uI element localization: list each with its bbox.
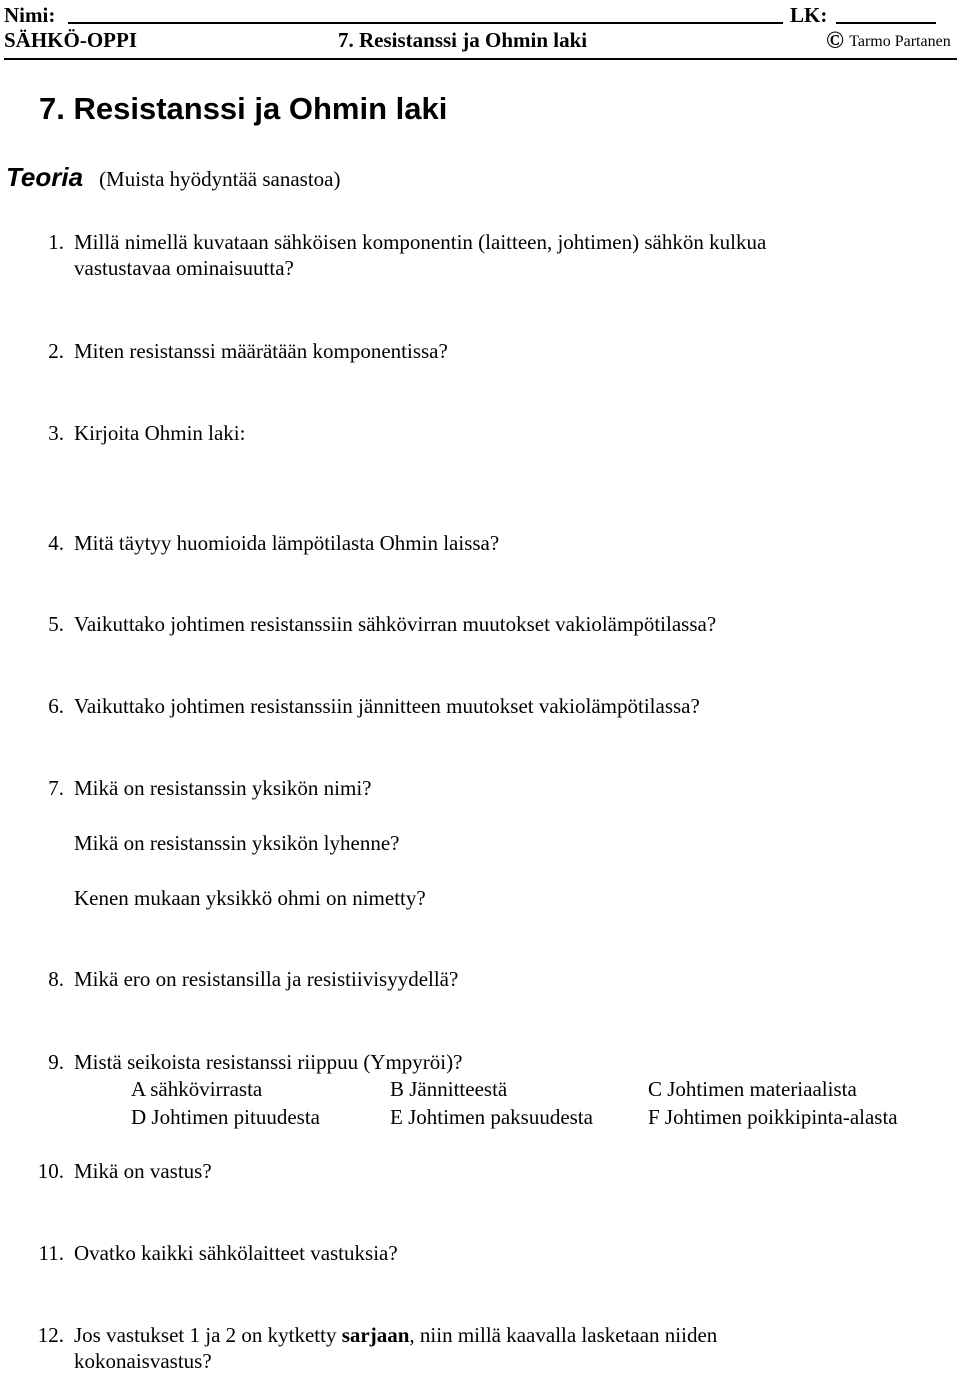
option-c[interactable]: C Johtimen materiaalista [648,1077,857,1101]
name-label: Nimi: [4,3,56,27]
q12-text-after: , niin millä kaavalla lasketaan niiden [409,1323,718,1347]
copyright-symbol: © [826,28,844,54]
question-number: 9. [48,1050,64,1074]
question-10 [37,1158,212,1184]
question-7c [74,885,426,911]
option-f[interactable]: F Johtimen poikkipinta-alasta [648,1105,898,1129]
question-text: Mitä täytyy huomioida lämpötilasta Ohmin laissa? [74,531,500,555]
question-number: 12. [37,1323,64,1347]
question-text: Millä nimellä kuvataan sähköisen komponentin (laitteen, johtimen) sähkön kulkua [74,230,767,254]
question-number: 7. [48,776,64,800]
copyright [826,27,951,54]
author-name: Tarmo Partanen [849,33,951,50]
question-number: 4. [48,531,64,555]
option-e[interactable]: E Johtimen paksuudesta [390,1105,593,1129]
option-b[interactable]: B Jännitteestä [390,1077,508,1101]
question-text: Mikä ero on resistansilla ja resistiivisyydellä? [74,967,459,991]
question-text: Ovatko kaikki sähkölaitteet vastuksia? [74,1241,398,1265]
question-number: 6. [48,694,64,718]
option-d[interactable]: D Johtimen pituudesta [131,1105,320,1129]
question-3 [48,420,246,446]
subject-label: SÄHKÖ-OPPI [4,28,138,52]
question-text: vastustavaa ominaisuutta? [74,256,294,280]
section-heading [6,162,341,192]
page-title: 7. Resistanssi ja Ohmin laki [39,91,448,126]
q12-text-before: Jos vastukset 1 ja 2 on kytketty [74,1323,342,1347]
question-text [74,1322,717,1348]
question-text: Mikä on resistanssin yksikön nimi? [74,776,372,800]
question-number: 11. [38,1241,64,1265]
question-9 [48,1049,463,1075]
class-line[interactable] [836,4,936,24]
question-text: Mikä on resistanssin yksikön lyhenne? [74,831,400,855]
question-text: Kirjoita Ohmin laki: [74,421,246,445]
question-11 [38,1240,398,1266]
question-number: 10. [37,1159,64,1183]
question-text: Miten resistanssi määrätään komponentissa? [74,339,448,363]
question-text: Vaikuttako johtimen resistanssiin jännitteen muutokset vakiolämpötilassa? [74,694,700,718]
option-a[interactable]: A sähkövirrasta [131,1077,263,1101]
chapter-label: 7. Resistanssi ja Ohmin laki [338,28,588,52]
section-label: Teoria [6,162,84,192]
question-7b [74,830,399,856]
question-6 [48,693,700,719]
question-number: 1. [48,230,64,254]
question-text: Kenen mukaan yksikkö ohmi on nimetty? [74,886,426,910]
class-label: LK: [790,3,828,27]
q12-bold-term: sarjaan [341,1323,410,1347]
name-line[interactable] [68,4,783,24]
question-5 [48,611,717,637]
question-text: Vaikuttako johtimen resistanssiin sähkövirran muutokset vakiolämpötilassa? [74,612,717,636]
question-1 [48,229,767,281]
question-number: 3. [48,421,64,445]
section-note: (Muista hyödyntää sanastoa) [99,167,341,191]
question-text: Mikä on vastus? [74,1159,212,1183]
question-text: Mistä seikoista resistanssi riippuu (Ympyröi)? [74,1050,463,1074]
header-rule [4,58,957,60]
question-4 [48,530,500,556]
question-number: 2. [48,339,64,363]
question-number: 8. [48,967,64,991]
question-12 [37,1322,718,1374]
question-2 [48,338,448,364]
question-text: kokonaisvastus? [74,1349,212,1373]
question-8 [48,966,459,992]
question-number: 5. [48,612,64,636]
question-7 [48,775,372,801]
